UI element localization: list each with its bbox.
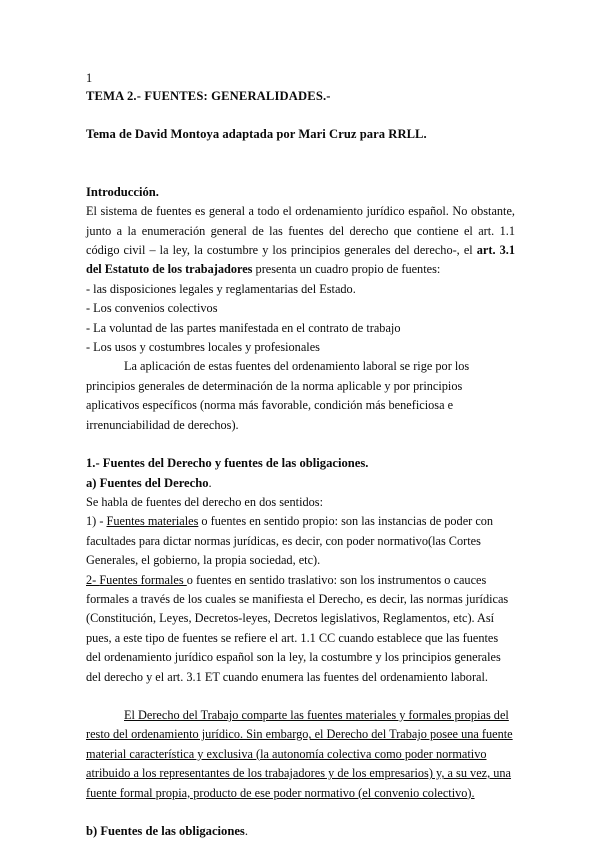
heading-subsection-a-suffix: .: [208, 475, 212, 490]
heading-section-1: 1.- Fuentes del Derecho y fuentes de las obligaciones.: [86, 456, 369, 471]
section-1-item-1-term: Fuentes materiales: [106, 514, 199, 529]
section-1-item-1-rest: o fuentes en sentido propio: son las instancias de poder con facultades para dictar normas jurídicas, es decir, con poder normativo(las Cortes Generales, el gobierno, la propia sociedad, etc).: [86, 514, 494, 568]
section-1-item-2-prefix: 2-: [86, 572, 100, 587]
heading-subsection-b-suffix: .: [244, 824, 248, 838]
document-body: [86, 70, 515, 841]
spacer-before-subsection-b: [86, 803, 515, 822]
list-item: - Los convenios colectivos: [86, 301, 218, 316]
heading-subsection-b: [86, 822, 515, 841]
section-1-item-2-term: Fuentes formales: [99, 572, 187, 587]
spacer-after-byline: [86, 145, 515, 183]
page-number: 1: [86, 71, 93, 85]
introduccion-paragraph-bold: art. 3.1 del Estatuto de los trabajadores: [86, 243, 515, 277]
section-1-underlined-paragraph: El Derecho del Trabajo comparte las fuentes materiales y formales propias del resto del ordenamiento jurídico. Sin embargo, el Derecho del Trabajo posee una fuente material característica y exclusiva (la autonomía colectiva como poder normativo atribuido a los representantes de los trabajadores y de los empresarios) y, a su vez, una fuente formal propia, producto de ese poder normativo (el convenio colectivo).: [86, 707, 513, 800]
section-1-item-1: [86, 512, 515, 570]
introduccion-paragraph-part-2: presenta un cuadro propio de fuentes:: [252, 262, 441, 277]
section-1-item-2: [86, 571, 515, 687]
section-1-lead-in: Se habla de fuentes del derecho en dos sentidos:: [86, 494, 323, 509]
heading-subsection-a: [86, 474, 515, 493]
spacer-before-underlined-paragraph: [86, 687, 515, 706]
introduccion-closing-paragraph: La aplicación de estas fuentes del ordenamiento laboral se rige por los principios generales de determinación de la norma aplicable y por principios aplicativos específicos (norma más favorable, condición más beneficiosa e irrenunciabilidad de derechos).: [86, 359, 470, 432]
document-byline: Tema de David Montoya adaptada por Mari Cruz para RRLL.: [86, 127, 427, 142]
introduccion-paragraph: [86, 202, 515, 280]
list-item: - La voluntad de las partes manifestada en el contrato de trabajo: [86, 320, 401, 335]
spacer-before-section-1: [86, 435, 515, 454]
heading-introduccion: Introducción.: [86, 184, 159, 199]
page-title: TEMA 2.- FUENTES: GENERALIDADES.-: [86, 89, 331, 103]
list-item: - las disposiciones legales y reglamentarias del Estado.: [86, 281, 356, 296]
list-item: - Los usos y costumbres locales y profesionales: [86, 340, 320, 355]
section-1-item-2-rest: o fuentes en sentido traslativo: son los instrumentos o cauces formales a través de los cuales se manifiesta el Derecho, es decir, las normas jurídicas (Constitución, Leyes, Decretos-leyes, Decretos legislativos, Reglamentos, etc). Así pues, a este tipo de fuentes se refiere el art. 1.1 CC cuando establece que las fuentes del ordenamiento jurídico español son la ley, la costumbre y los principios generales del derecho y el art. 3.1 ET cuando enumera las fuentes del ordenamiento laboral.: [86, 572, 509, 684]
section-1-item-1-prefix: 1) -: [86, 514, 107, 529]
introduccion-paragraph-part-1: El sistema de fuentes es general a todo el ordenamiento jurídico español. No obstante, junto a la enumeración general de las fuentes del derecho que contiene el art. 1.1 código civil – la ley, la costumbre y los principios generales del derecho-, el: [86, 204, 515, 258]
heading-subsection-a-text: a) Fuentes del Derecho: [86, 475, 209, 490]
heading-subsection-b-text: b) Fuentes de las obligaciones: [86, 824, 245, 838]
